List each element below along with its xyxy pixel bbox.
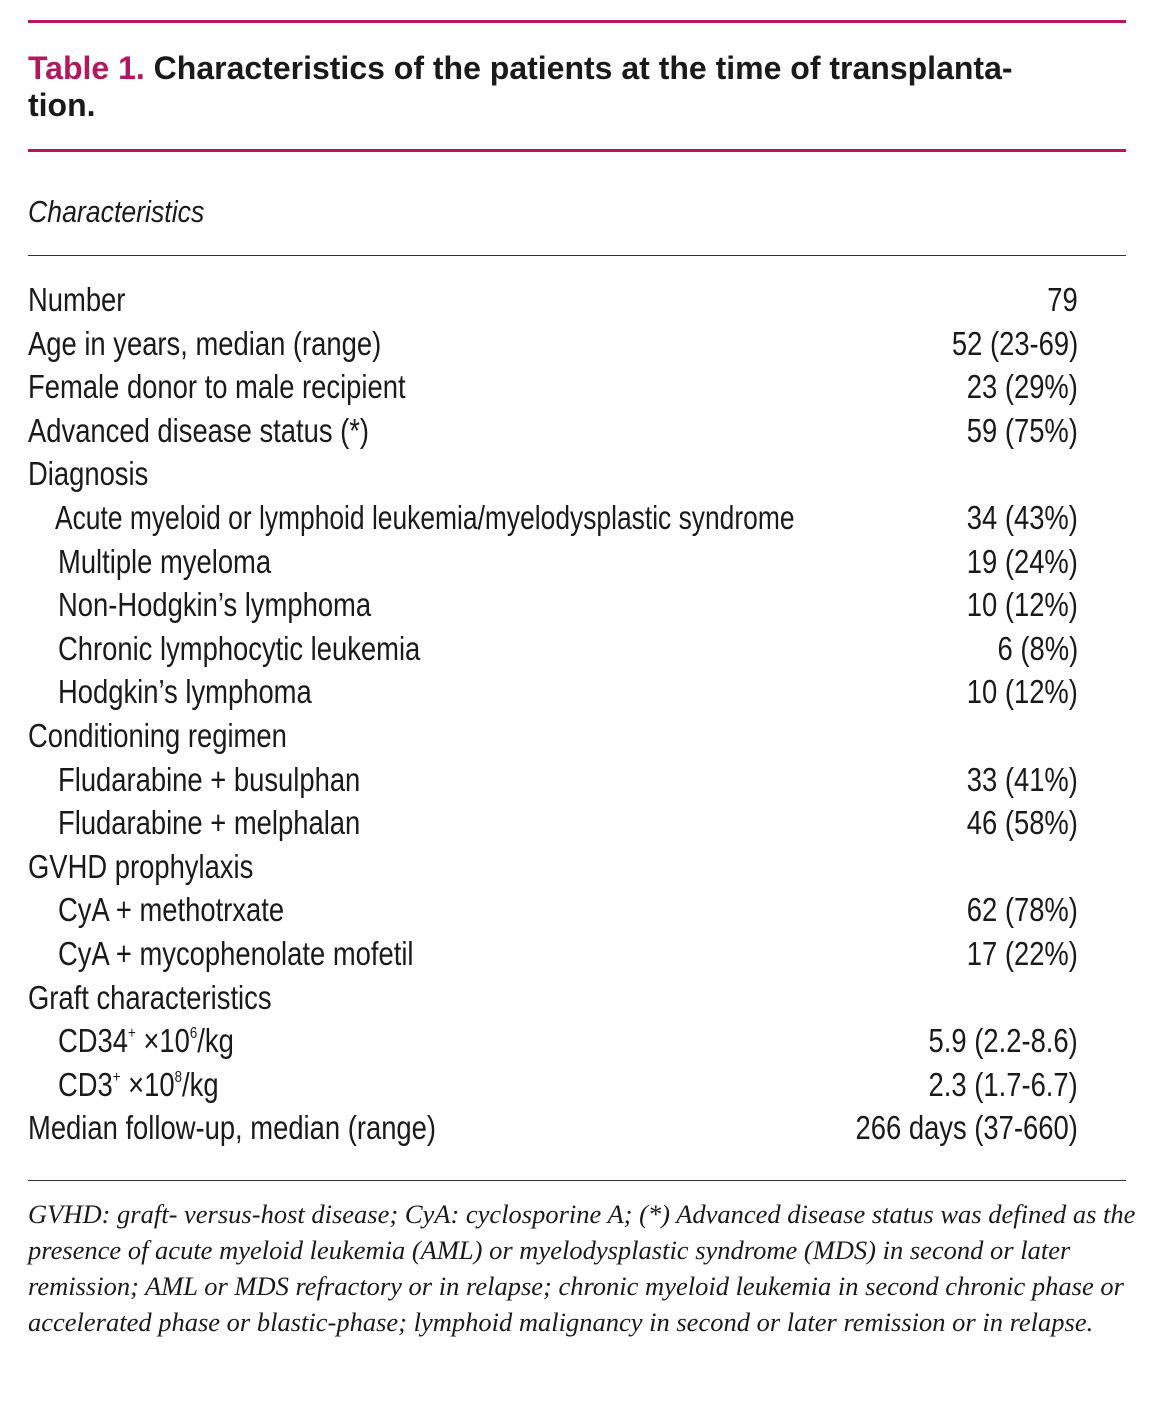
row-label: Graft characteristics [28,978,272,1016]
row-value: 34 (43%) [966,498,1078,536]
row-label: Median follow-up, median (range) [28,1109,437,1147]
row-label: Fludarabine + melphalan [58,804,361,842]
table-body [28,281,1078,1153]
row-label: Female donor to male recipient [28,368,406,406]
cd3-label-unit: /kg [182,1065,219,1103]
table-row [28,891,1078,935]
table-row [28,412,1078,456]
cd3-label-superscript: + [112,1068,121,1086]
row-label: Fludarabine + busulphan [58,760,361,798]
row-label: Advanced disease status (*) [28,411,370,449]
row-label: Acute myeloid or lymphoid leukemia/myelodysplastic syndrome [55,498,795,536]
row-value: 6 (8%) [997,629,1078,667]
table-row [28,325,1078,369]
table-row [28,586,1078,630]
table-row-group-heading [28,979,1078,1023]
row-value: 19 (24%) [966,542,1078,580]
row-value: 10 (12%) [966,673,1078,711]
row-value: 62 (78%) [966,891,1078,929]
cd34-label-multiplier: ×10 [135,1022,190,1060]
row-label: Non-Hodgkin’s lymphoma [58,586,372,624]
row-label: CyA + methotrxate [58,891,285,929]
row-label: Chronic lymphocytic leukemia [58,629,421,667]
table-row [28,1066,1078,1110]
table-row [28,499,1078,543]
row-value: 46 (58%) [966,804,1078,842]
table-caption [28,50,1126,124]
row-value: 10 (12%) [966,586,1078,624]
cd3-label-multiplier: ×10 [120,1065,175,1103]
row-label [58,1066,219,1104]
table-title-continuation: tion. [28,87,96,123]
caption-top-rule [28,20,1126,23]
table-title: Characteristics of the patients at the time of transplanta- [153,50,1013,86]
row-value: 23 (29%) [966,368,1078,406]
table-row [28,935,1078,979]
cd3-label-exponent: 8 [174,1068,183,1086]
row-label: Age in years, median (range) [28,324,382,362]
header-rule [28,255,1126,256]
table-row [28,673,1078,717]
row-value: 266 days (37-660) [855,1109,1078,1147]
row-label: Multiple myeloma [58,542,272,580]
cd34-label-base: CD34 [58,1022,129,1060]
table-row [28,368,1078,412]
cd3-label-base: CD3 [58,1065,113,1103]
row-label: GVHD prophylaxis [28,847,254,885]
cd34-label-exponent: 6 [189,1025,198,1043]
table-row [28,543,1078,587]
row-value: 52 (23-69) [951,324,1078,362]
row-value: 17 (22%) [966,934,1078,972]
row-value: 79 [1047,281,1078,318]
table-row [28,630,1078,674]
cd34-label-superscript: + [128,1025,136,1043]
table-row [28,761,1078,805]
table-row [28,804,1078,848]
caption-bottom-rule [28,149,1126,152]
column-header: Characteristics [28,194,205,229]
cd34-label-unit: /kg [197,1022,234,1060]
row-value: 2.3 (1.7-6.7) [928,1065,1078,1103]
table-row [28,1109,1078,1153]
row-label: CyA + mycophenolate mofetil [58,934,414,972]
row-label: Number [28,281,126,318]
table-row [28,281,1078,325]
row-label: Diagnosis [28,455,149,493]
row-label [58,1022,234,1060]
table-row-group-heading [28,455,1078,499]
table-row [28,1022,1078,1066]
row-value: 5.9 (2.2-8.6) [928,1022,1078,1060]
table-label: Table 1. [28,50,145,86]
footer-rule [28,1180,1126,1181]
table-row-group-heading [28,717,1078,761]
row-label: Conditioning regimen [28,716,287,754]
row-value: 59 (75%) [966,411,1078,449]
table-footnote: GVHD: graft- versus-host disease; CyA: cyclosporine A; (*) Advanced disease status was defined as the presence of acute myeloid leukemia (AML) or myelodysplastic syndrome (MDS) in second or later remission; AML or MDS refractory or in relapse; chronic myeloid leukemia in second chronic phase or accelerated phase or blastic-phase; lymphoid malignancy in second or later remission or in relapse. [28,1199,1136,1337]
row-value: 33 (41%) [966,760,1078,798]
row-label: Hodgkin’s lymphoma [58,673,312,711]
table-row-group-heading [28,848,1078,892]
